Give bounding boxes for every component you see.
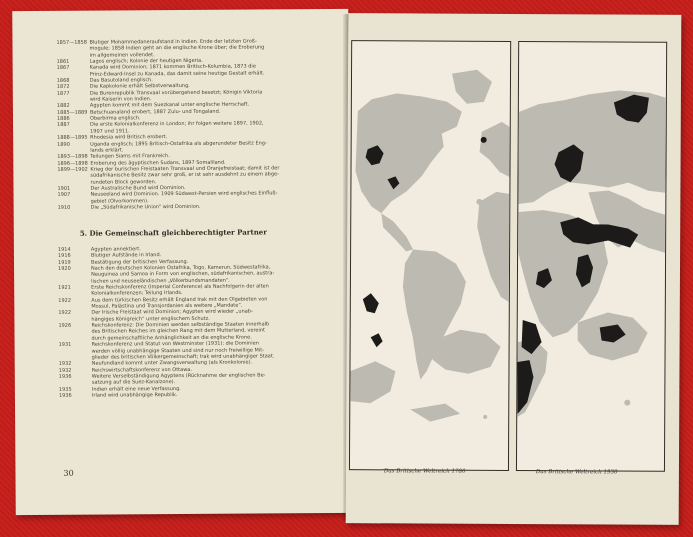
world-map-1930-illustration [517, 42, 666, 471]
entry-text: Reichswirtschaftskonferenz von Ottawa. [91, 366, 192, 374]
map-caption-1930: Das Britische Weltreich 1930 [535, 469, 618, 476]
entry-year: 1907 [57, 192, 71, 199]
entry-year: 1922 [58, 297, 72, 304]
entry-text: Weitere Verselbständigung Ägyptens (Rücknahme der englischen Be- [91, 372, 266, 380]
entry-text: Mossul, Palästina und Transjordanien als weitere „Mandate“. [91, 302, 243, 310]
entry-year: 1932 [58, 360, 72, 368]
entry-text: Kanada wird Dominion; 1871 kommen Britisch-Kolumbia, 1873 die [89, 63, 256, 72]
entry-year: 1885—1889 [56, 109, 88, 116]
entry-text: Der Australische Bund wird Dominion. [90, 184, 186, 192]
entry-year: 1910 [57, 204, 71, 211]
left-page [12, 9, 352, 515]
entry-year: 1868 [56, 77, 70, 84]
entry-text: 1907 und 1911. [90, 128, 130, 135]
entry-text: gebiet (Ölvorkommen). [90, 197, 149, 205]
timeline-history [56, 38, 343, 211]
entry-text: Kolonialkonferenzen; Teilung Irlands. [91, 290, 183, 298]
entry-text: Krieg der burischen Freistaaten Transvaal und Oranjefreistaat; damit ist der [90, 165, 280, 173]
entry-text: Neufundland kommt unter Zwangsverwaltung (als Kronkolonie). [91, 359, 253, 367]
entry-year: 1916 [57, 253, 71, 260]
page-number: 30 [63, 468, 74, 478]
entry-text: Reichskonferenz: Die Dominien werden selbständige Staaten innerhalb [91, 321, 270, 329]
map-empire-1930 [516, 41, 667, 472]
entry-text: Neuguinea und Samoa in Form von englischen, südafrikanischen, austra- [91, 270, 275, 279]
entry-year: 1899—1902 [57, 166, 88, 173]
entry-text: Erste Reichskonferenz (Imperial Conference) als Nachfolgerin der alten [91, 283, 269, 291]
entry-text: Ägypten kommt mit dem Suezkanal unter englische Herrschaft. [89, 101, 250, 110]
entry-year: 1936 [58, 373, 72, 380]
entry-text: Bestätigung der britischen Verfassung. [90, 258, 189, 266]
entry-year: 1932 [58, 367, 72, 374]
entry-text: Prinz-Edward-Insel zu Kanada, das damit seine heutige Gestalt erhält. [89, 70, 265, 78]
entry-year: 1887 [57, 122, 70, 129]
entry-text: Der Irische Freistaat wird Dominion; Ägypten wird wieder „unab- [91, 308, 253, 317]
entry-year: 1861 [56, 58, 70, 65]
entry-text: Teilungen Siams mit Frankreich. [90, 153, 170, 160]
entry-year: 1872 [56, 84, 70, 91]
entry-text: glieder des britischen Völkergemeinschaft; Irak wird unabhängiger Staat. [91, 353, 275, 361]
entry-year: 1886 [56, 115, 70, 122]
entry-text: satzung auf die Suez-Kanalzone). [91, 379, 176, 386]
entry-text: Indien erhält eine neue Verfassung. [91, 385, 181, 393]
entry-year: 1857—1858 [56, 39, 87, 46]
entry-text: mogule; 1858 Indien geht an die englische Krone über; die Eroberung [89, 44, 265, 52]
entry-year: 1922 [58, 310, 72, 317]
entry-text: durch gemeinschaftliche Anhänglichkeit an die englische Krone. [91, 334, 252, 342]
section-heading: 5. Die Gemeinschaft gleichberechtigter Partner [79, 227, 267, 238]
entry-text: des Britischen Reiches im gleichen Rang mit dem Mutterland, vereint [91, 327, 266, 336]
entry-text: Reichskonferenz und Statut von Westminster (1931): die Dominien [91, 340, 259, 348]
entry-year: 1893—1898 [57, 153, 88, 161]
world-map-1780-illustration [350, 41, 510, 470]
entry-text: Die erste Kolonialkonferenz in London; ihr folgen weitere 1897, 1902, [90, 120, 264, 129]
entry-text: Ägypten annektiert. [90, 246, 141, 253]
entry-text: Uganda englisch; 1895 Britisch-Ostafrika als abgerundeter Besitz Eng- [90, 139, 267, 148]
entry-text: Lagos englisch; Kolonie der heutigen Nigeria. [89, 57, 203, 65]
entry-text: Rhodesia wird Britisch erobert. [90, 134, 168, 141]
entry-year: 1896—1898 [57, 160, 88, 167]
entry-year: 1921 [58, 284, 71, 291]
entry-year: 1914 [57, 246, 71, 253]
entry-text: südafrikanische Besitz zwar sehr groß, er ist sehr ausdehnt zu einem abge- [90, 171, 279, 179]
entry-text: werden völlig unabhängige Staaten und sind nur noch freiwillige Mit- [91, 346, 265, 355]
entry-text: Blutiger Aufstände in Irland. [90, 252, 162, 259]
entry-year: 1920 [58, 265, 71, 272]
entry-year: 1935 [58, 386, 72, 393]
entry-text: Die Burenrepublik Transvaal vorübergehend besetzt; Königin Viktoria [89, 89, 263, 97]
right-page [346, 13, 682, 525]
entry-year: 1877 [56, 90, 70, 97]
entry-text: Betschuanaland erobert, 1887 Zulu- und Tongaland. [89, 108, 221, 116]
entry-text: Aus dem türkischen Besitz erhält England Irak mit den Ölgebieten von [91, 296, 268, 304]
entry-text: lands erklärt. [90, 147, 124, 154]
entry-year: 1890 [57, 141, 70, 148]
entry-year: 1888—1895 [57, 134, 88, 142]
entry-year: 1867 [56, 65, 70, 72]
entry-text: wird Kaiserin von Indien. [89, 96, 152, 103]
entry-text: Neuseeland wird Dominion. 1909 Südwest-Persien wird englisches Einfluß- [90, 190, 278, 198]
entry-text: Nach den deutschen Kolonien Ostafrika, Togo, Kamerun, Südwestafrika, [91, 264, 271, 272]
timeline-entry [58, 203, 344, 211]
entry-year: 1901 [57, 185, 71, 192]
entry-text: Irland wird unabhängige Republik. [91, 391, 178, 399]
timeline-entry [59, 391, 345, 399]
entry-text: Das Basutoland englisch. [89, 77, 153, 84]
timeline-partnership [58, 245, 345, 399]
entry-year: 1926 [58, 322, 72, 329]
map-empire-1780 [349, 40, 511, 471]
entry-text: Eroberung des ägyptischen Sudans, 1897 Somaliland. [90, 159, 226, 167]
entry-text: Die „Südafrikanische Union“ wird Dominion. [90, 203, 201, 211]
entry-text: Oberbirma englisch. [89, 115, 141, 122]
entry-year: 1919 [57, 259, 71, 266]
map-caption-1780: Das Britische Weltreich 1780 [383, 468, 466, 475]
entry-year: 1882 [56, 103, 70, 110]
entry-text: Blutiger Mohammedaneraufstand in Indien. Ende der letzten Groß- [89, 38, 257, 46]
entry-text: Die Kapkolonie erhält Selbstverwaltung. [89, 83, 190, 91]
entry-year: 1936 [58, 392, 72, 399]
entry-year: 1931 [58, 341, 72, 349]
entry-text: hängiges Königreich“ unter englischem Schutz. [91, 315, 210, 323]
entry-text: im allgemeinen vollendet. [89, 51, 155, 59]
entry-text: rundeten Block geworden. [90, 178, 157, 186]
entry-text: lischen und neuseeländischen „Völkerbundsmandaten“. [91, 277, 230, 285]
